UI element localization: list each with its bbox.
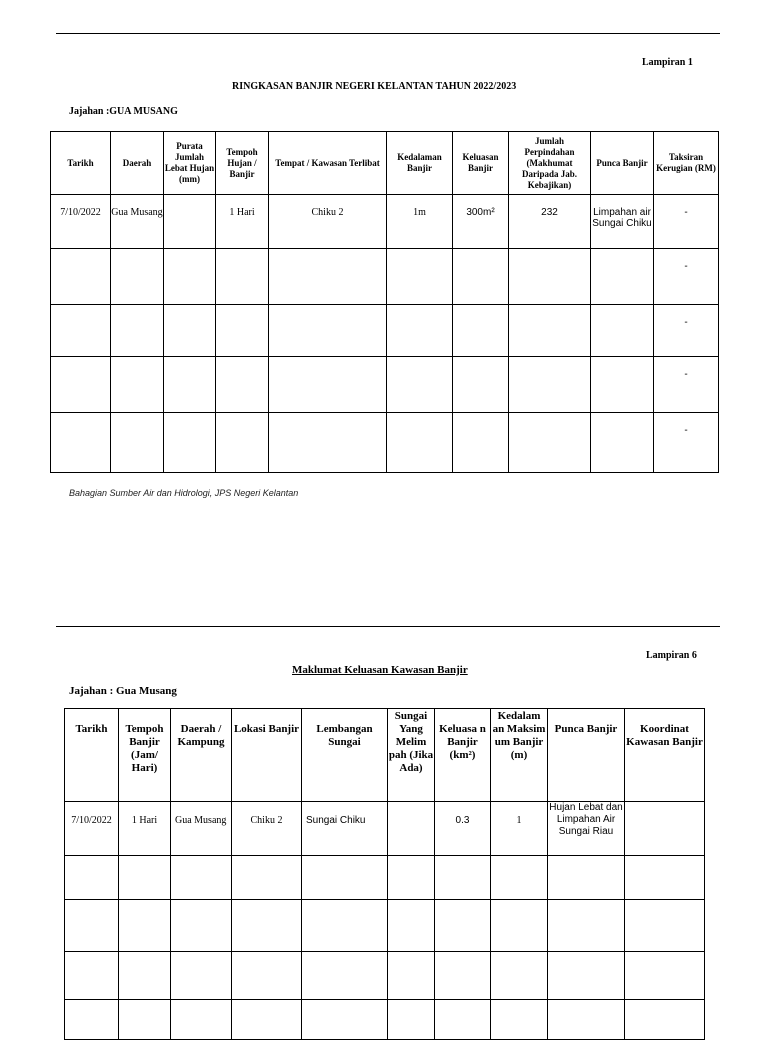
col-header: Punca Banjir <box>548 709 625 802</box>
col-header: Kedalaman Banjir <box>387 132 453 195</box>
section-title: Maklumat Keluasan Kawasan Banjir <box>292 664 468 676</box>
col-header: Tarikh <box>65 709 119 802</box>
table-row <box>51 249 719 305</box>
table-row <box>65 900 705 952</box>
table-row <box>51 357 719 413</box>
source-footnote: Bahagian Sumber Air dan Hidrologi, JPS Negeri Kelantan <box>69 488 299 498</box>
col-header: Tempat / Kawasan Terlibat <box>269 132 387 195</box>
table-header-row <box>51 132 719 195</box>
col-header: Punca Banjir <box>591 132 654 195</box>
cell-kedalaman: 1m <box>387 195 453 249</box>
section-divider <box>56 626 720 627</box>
col-header: Sungai Yang Melim pah (Jika Ada) <box>388 709 435 802</box>
col-header: Koordinat Kawasan Banjir <box>625 709 705 802</box>
cell-kedalaman: 1 <box>491 802 548 856</box>
table-row <box>65 952 705 1000</box>
cell-daerah: Gua Musang <box>171 802 232 856</box>
cell-punca: Limpahan air Sungai Chiku <box>591 195 654 249</box>
cell-kerugian: - <box>654 413 719 473</box>
page-title: RINGKASAN BANJIR NEGERI KELANTAN TAHUN 2022/2023 <box>232 81 517 92</box>
table-row <box>51 305 719 357</box>
cell-keluasan: 300m² <box>453 195 509 249</box>
cell-tempoh: 1 Hari <box>119 802 171 856</box>
col-header: Lembangan Sungai <box>302 709 388 802</box>
lampiran-label: Lampiran 6 <box>646 650 697 661</box>
cell-kerugian: - <box>654 357 719 413</box>
col-header: Keluasa n Banjir (km²) <box>435 709 491 802</box>
cell-keluasan: 0.3 <box>435 802 491 856</box>
cell-perpindahan: 232 <box>509 195 591 249</box>
flood-summary-table <box>50 131 719 473</box>
cell-sungai <box>388 802 435 856</box>
col-header: Taksiran Kerugian (RM) <box>654 132 719 195</box>
col-header: Daerah <box>111 132 164 195</box>
table-header-row <box>65 709 705 802</box>
col-header: Tempoh Hujan / Banjir <box>216 132 269 195</box>
lampiran-label: Lampiran 1 <box>642 57 693 68</box>
col-header: Tempoh Banjir (Jam/ Hari) <box>119 709 171 802</box>
cell-lembangan: Sungai Chiku <box>302 802 388 856</box>
cell-punca: Hujan Lebat dan Limpahan Air Sungai Riau <box>548 802 625 856</box>
flood-area-table <box>64 708 705 1040</box>
cell-kerugian: - <box>654 195 719 249</box>
col-header: Lokasi Banjir <box>232 709 302 802</box>
cell-koordinat <box>625 802 705 856</box>
cell-tarikh: 7/10/2022 <box>51 195 111 249</box>
table-row <box>65 1000 705 1040</box>
table-row <box>65 802 705 856</box>
cell-tarikh: 7/10/2022 <box>65 802 119 856</box>
col-header: Kedalam an Maksim um Banjir (m) <box>491 709 548 802</box>
cell-daerah: Gua Musang <box>111 195 164 249</box>
table-row <box>51 413 719 473</box>
cell-purata <box>164 195 216 249</box>
cell-tempat: Chiku 2 <box>269 195 387 249</box>
table-row <box>51 195 719 249</box>
col-header: Keluasan Banjir <box>453 132 509 195</box>
cell-kerugian: - <box>654 305 719 357</box>
col-header: Daerah / Kampung <box>171 709 232 802</box>
table-row <box>65 856 705 900</box>
jajahan-label: Jajahan :GUA MUSANG <box>69 106 178 117</box>
cell-kerugian: - <box>654 249 719 305</box>
cell-tempoh: 1 Hari <box>216 195 269 249</box>
col-header: Jumlah Perpindahan (Makhumat Daripada Jab. Kebajikan) <box>509 132 591 195</box>
top-divider <box>56 33 720 34</box>
col-header: Tarikh <box>51 132 111 195</box>
cell-lokasi: Chiku 2 <box>232 802 302 856</box>
jajahan-label: Jajahan : Gua Musang <box>69 685 177 697</box>
col-header: Purata Jumlah Lebat Hujan (mm) <box>164 132 216 195</box>
